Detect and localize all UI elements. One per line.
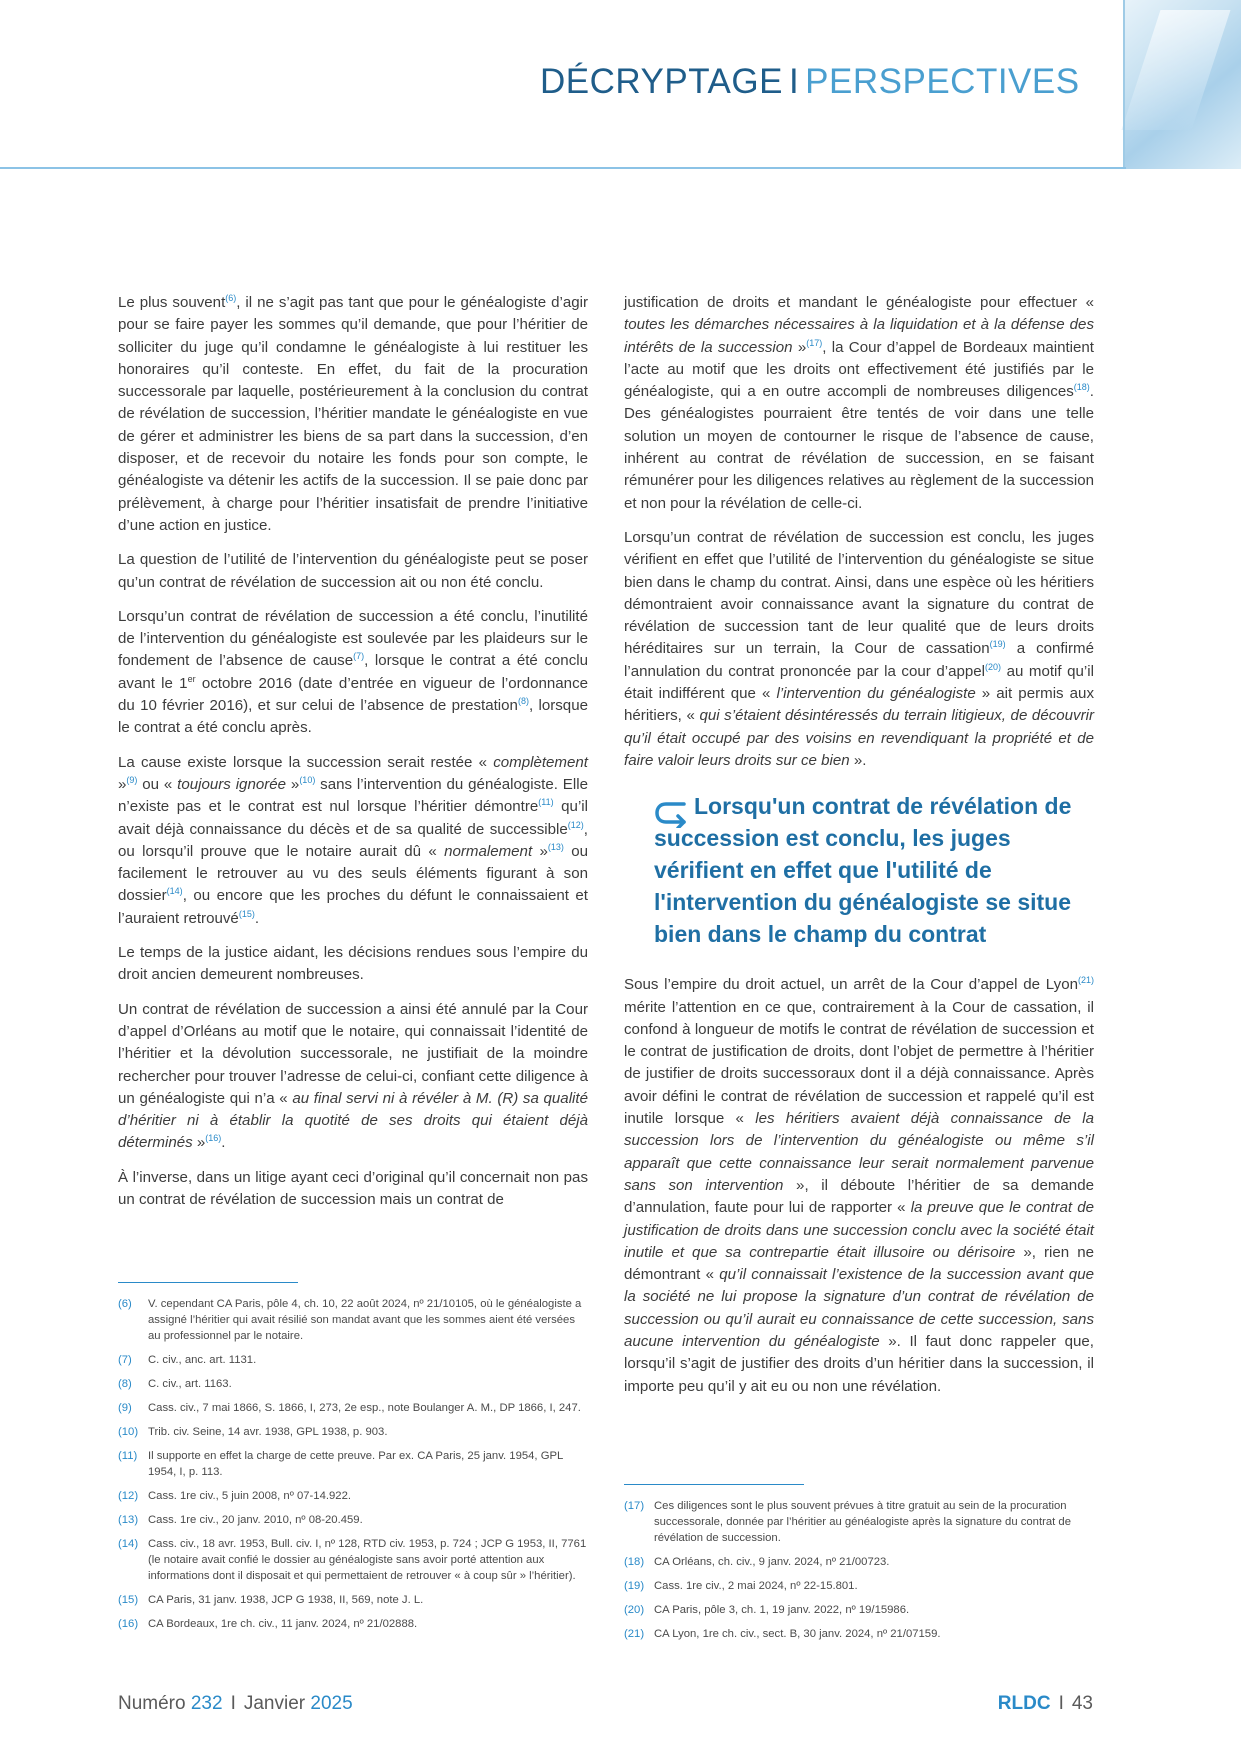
footnote-rule-left (118, 1282, 298, 1283)
footnote-text: Cass. civ., 18 avr. 1953, Bull. civ. I, nº 128, RTD civ. 1953, p. 724 ; JCP G 1953, II, 7761 (le notaire avait confié le dossier au généalogiste sans avoir porté attention aux informations dont il disposait et qui permettaient de retrouver « à coup sûr » l’héritier). (148, 1538, 587, 1582)
footnote-number: (13) (118, 1514, 139, 1526)
footnote (118, 1488, 588, 1504)
journal-name: RLDC (997, 1693, 1051, 1714)
footnote (624, 1498, 1094, 1546)
footnote-number: (15) (118, 1594, 139, 1606)
footnote-number: (19) (624, 1580, 645, 1592)
section-separator: I (788, 62, 800, 101)
paragraph: À l’inverse, dans un litige ayant ceci d’original qu’il concernait non pas un contrat de révélation de succession mais un contrat de (118, 1168, 588, 1208)
curved-arrow-icon (654, 800, 688, 828)
page-number: 43 (1071, 1693, 1093, 1714)
footnote (118, 1616, 588, 1632)
footnote-number: (11) (118, 1450, 138, 1462)
subsection-name: PERSPECTIVES (805, 62, 1080, 101)
footnote-number: (9) (118, 1402, 132, 1414)
paragraph: justification de droits et mandant le généalogiste pour effectuer « toutes les démarches nécessaires à la liquidation et à la défense des intérêts de la succession »$^{(17)}$, la Cour d’appel de Bordeaux maintient l’acte au motif que les droits ont effectivement été justifiés par le généalogiste, qui a en outre accompli de nombreuses diligences$^{(18)}$. Des généalogistes pourraient être tentés de voir dans une telle solution un moyen de contourner le risque de l’absence de cause, inhérent au contrat de révélation de succession, en se faisant rémunérer pour les diligences relatives au règlement de la succession et non pour la révélation de celle-ci. (624, 294, 1094, 512)
paragraph: Lorsqu’un contrat de révélation de succession a été conclu, l’inutilité de l’intervention du généalogiste est soulevée par les plaideurs sur le fondement de l’absence de cause$^{(7)}$, lorsque le contrat a été conclu avant le 1er octobre 2016 (date d’entrée en vigueur de l’ordonnance du 10 février 2016), et sur celui de l’absence de prestation$^{(8)}$, lorsque le contrat a été conclu après. (118, 607, 589, 737)
header-corner-decoration (1123, 0, 1241, 169)
footnote-number: (10) (118, 1426, 139, 1438)
issue-info: Numéro 232 I Janvier 2025 (118, 1693, 353, 1714)
footnote-number: (20) (624, 1604, 645, 1616)
footnote-number: (21) (624, 1628, 645, 1640)
footnote-text: Cass. 1re civ., 20 janv. 2010, nº 08-20.459. (148, 1514, 363, 1526)
paragraph: Sous l’empire du droit actuel, un arrêt de la Cour d’appel de Lyon$^{(21)}$ mérite l’attention en ce que, contrairement à la Cour de cassation, il confond à longueur de motifs le contrat de révélation de succession et le contrat de justification de droits, dont l’objet de permettre à l’héritier de justifier de droits successoraux dont il a déjà connaissance. Après avoir défini le contrat de révélation de succession et rappelé qu’il est inutile lorsque « les héritiers avaient déjà connaissance de la succession lors de l’intervention du généalogiste ou même s’il apparaît que cette connaissance leur serait normalement parvenue sans son intervention », il déboute l’héritier de sa demande d’annulation, faute pour lui de rapporter « la preuve que le contrat de justification de droits dans une succession conclu avec la société était inutile et que sa contrepartie était illusoire ou dérisoire », rien ne démontrant « qu’il connaissait l’existence de la succession avant que la société ne lui propose la signature d’un contrat de révélation de succession ou qu’il aurait eu connaissance de cette succession, sans aucune intervention du généalogiste ». Il faut donc rappeler que, lorsqu’il s’agit de justifier des droits d’un héritier dans la succession, il importe peu qu’il y ait eu ou non une révélation. (624, 975, 1094, 1395)
left-column (118, 292, 588, 1223)
pull-quote (654, 790, 1094, 950)
footnote (624, 1554, 1094, 1570)
footnote-text: CA Paris, 31 janv. 1938, JCP G 1938, II, 569, note J. L. (148, 1594, 424, 1606)
footnote-text: Cass. 1re civ., 2 mai 2024, nº 22-15.801. (654, 1580, 858, 1592)
footnote-number: (16) (118, 1618, 139, 1630)
paragraph: Le temps de la justice aidant, les décisions rendues sous l’empire du droit ancien demeurent nombreuses. (118, 944, 588, 984)
footnote (118, 1448, 588, 1480)
page-section-title (540, 62, 1080, 102)
footnote-number: (17) (624, 1500, 645, 1512)
footnote (624, 1626, 1094, 1642)
footnote (118, 1376, 588, 1392)
footnote-text: Trib. civ. Seine, 14 avr. 1938, GPL 1938, p. 903. (148, 1426, 388, 1438)
footnote-text: CA Bordeaux, 1re ch. civ., 11 janv. 2024, nº 21/02888. (148, 1618, 418, 1630)
footnote-text: Ces diligences sont le plus souvent prévues à titre gratuit au sein de la procuration successorale, donnée par l’héritier au généalogiste après la signature du contrat de révélation de succession. (654, 1500, 1071, 1544)
footnote (118, 1592, 588, 1608)
paragraph: Lorsqu’un contrat de révélation de succession est conclu, les juges vérifient en effet que l’utilité de l’intervention du généalogiste se situe bien dans le champ du contrat. Ainsi, dans une espèce où les héritiers démontraient avoir connaissance avant la signature du contrat de révélation de succession tant de leur qualité que de leurs droits héréditaires sur un terrain, la Cour de cassation$^{(19)}$ a confirmé l’annulation du contrat prononcée par la cour d’appel$^{(20)}$ au motif qu’il était indifférent que « l’intervention du généalogiste » ait permis aux héritiers, « qui s’étaient désintéressés du terrain litigieux, de découvrir qu’il était occupé par des voisins en revendiquant la propriété et de faire valoir leurs droits sur ce bien ». (624, 528, 1094, 769)
footnote-number: (6) (118, 1298, 132, 1310)
footnote-text: Cass. 1re civ., 5 juin 2008, nº 07-14.922. (148, 1490, 351, 1502)
footnote-text: Il supporte en effet la charge de cette preuve. Par ex. CA Paris, 25 janv. 1954, GPL 1954, I, p. 113. (148, 1450, 563, 1478)
footnotes-left (118, 1296, 588, 1640)
pull-quote-text: Lorsqu'un contrat de révélation de succession est conclu, les juges vérifient en effet que l'utilité de l'intervention du généalogiste se situe bien dans le champ du contrat (654, 793, 1072, 948)
footnote-number: (18) (624, 1556, 645, 1568)
paragraph: La cause existe lorsque la succession serait restée « complètement »$^{(9)}$ ou « toujours ignorée »$^{(10)}$ sans l’intervention du généalogiste. Elle n’existe pas et le contrat est nul lorsque l’héritier démontre$^{(11)}$ qu’il avait déjà connaissance du décès et de sa qualité de successible$^{(12)}$, ou lorsqu’il prouve que le notaire aurait dû « normalement »$^{(13)}$ ou facilement le retrouver au vu des seuls éléments figurant à son dossier$^{(14)}$, ou encore que les proches du défunt le connaissaient et l’auraient retrouvé$^{(15)}$. (118, 753, 589, 927)
footnote-text: CA Lyon, 1re ch. civ., sect. B, 30 janv. 2024, nº 21/07159. (654, 1628, 941, 1640)
footnote-text: Cass. civ., 7 mai 1866, S. 1866, I, 273, 2e esp., note Boulanger A. M., DP 1866, I, 247. (148, 1402, 581, 1414)
paragraph: La question de l’utilité de l’intervention du généalogiste peut se poser qu’un contrat de révélation de succession ait ou non été conclu. (118, 551, 588, 591)
header-rule (0, 167, 1126, 169)
footnote-number: (8) (118, 1378, 132, 1390)
footnote-number: (7) (118, 1354, 132, 1366)
section-name: DÉCRYPTAGE (540, 62, 783, 101)
footnote-text: CA Orléans, ch. civ., 9 janv. 2024, nº 21/00723. (654, 1556, 890, 1568)
paragraph: Un contrat de révélation de succession a ainsi été annulé par la Cour d’appel d’Orléans au motif que le notaire, qui connaissait l’identité de l’héritier et la dévolution successorale, ne justifiait de la moindre rechercher pour trouver l’adresse de celui-ci, confiant cette diligence à un généalogiste qui n’a « au final servi ni à révéler à M. (R) sa qualité d’héritier ni à établir la quotité de ses droits qui étaient déjà déterminés »$^{(16)}$. (118, 1000, 588, 1152)
footnote-text: C. civ., art. 1163. (148, 1378, 232, 1390)
footnote (118, 1424, 588, 1440)
footnote (118, 1296, 588, 1344)
footnote (118, 1352, 588, 1368)
footnote (118, 1536, 588, 1584)
footnote-rule-right (624, 1484, 804, 1485)
footnote (118, 1400, 588, 1416)
journal-page: RLDC I 43 (997, 1693, 1093, 1714)
paragraph: Le plus souvent$^{(6)}$, il ne s’agit pas tant que pour le généalogiste d’agir pour se faire payer les sommes qu’il demande, que pour l’héritier de solliciter du juge qu’il condamne le généalogiste à lui restituer les honoraires qu’il conteste. En effet, du fait de la procuration successorale par laquelle, postérieurement à la conclusion du contrat de révélation de succession, l’héritier mandate le généalogiste en vue de gérer et administrer les biens de sa part dans la succession, d’en disposer, et de recevoir du notaire les fonds pour son compte, le généalogiste va détenir les actifs de la succession. Il se paie donc par prélèvement, à charge pour l’héritier insatisfait de prendre l’initiative d’une action en justice. (118, 292, 588, 534)
footnote (118, 1512, 588, 1528)
footnotes-right (624, 1498, 1094, 1650)
footnote-text: V. cependant CA Paris, pôle 4, ch. 10, 22 août 2024, nº 21/10105, où le généalogiste a assigné l’héritier qui avait résilié son mandat avant que les sommes aient été versées au professionnel par le notaire. (148, 1298, 582, 1342)
right-column (624, 292, 1094, 1410)
footnote-text: CA Paris, pôle 3, ch. 1, 19 janv. 2022, nº 19/15986. (654, 1604, 910, 1616)
footnote-number: (14) (118, 1538, 139, 1550)
footnote (624, 1602, 1094, 1618)
footnote-number: (12) (118, 1490, 139, 1502)
footnote-text: C. civ., anc. art. 1131. (148, 1354, 257, 1366)
footnote (624, 1578, 1094, 1594)
